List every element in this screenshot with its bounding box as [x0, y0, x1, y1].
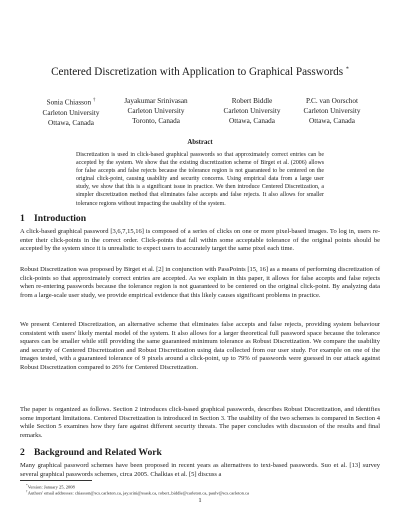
section-number: 1: [20, 213, 25, 224]
footnote-text: Authors' email addresses: chiasson@scs.carleton.ca, jay.srini@ssask.ca, robert_biddle@carleton.ca, paulv@scs.carleton.ca: [27, 490, 250, 496]
author-block: [36, 96, 106, 128]
body-paragraph: Many graphical password schemes have been proposed in recent years as alternatives to text-based passwords. Suo et al. [13] survey several graphical passwords schemes, circa 2005. Chalkias et al. [5] discuss a: [20, 462, 380, 478]
author-name: Jayakumar Srinivasan: [124, 97, 188, 105]
abstract-heading: Abstract: [187, 139, 213, 146]
body-paragraph: We present Centered Discretization, an alternative scheme that eliminates false accepts and false rejects, providing system behaviour consistent with users' likely mental model of the system. It also allows for a larger theoretical full password space because the tolerance squares can be smaller while still providing the same guaranteed minimum tolerance as Robust Discretization. We compare the usability and security of Centered Discretization and Robust Discretization using data collected from our user study. For example on one of the images tested, with a guaranteed tolerance of 9 pixels around a click-point, up to 79% of passwords were guessed in our attack against Robust Discretization compared to 26% for Centered Discretization.: [20, 321, 380, 371]
body-paragraph: The paper is organized as follows. Section 2 introduces click-based graphical passwords, describes Robust Discretization, and identifies some important limitations. Centered Discretization is introduced in Section 3. The usability of the two schemes is compared in Section 4 while Section 5 examines how they fare against different security threats. The paper concludes with discussion of the results and final remarks.: [20, 406, 380, 439]
author-location: Toronto, Canada: [132, 117, 180, 126]
title-footnote-mark: *: [345, 66, 349, 73]
abstract-text: Discretization is used in click-based graphical passwords so that approximately correct entries can be accepted by the system. We show that the existing discretization scheme of Birget et al. (2006) allows for false accepts and false rejects because the tolerance region is not guaranteed to be centered on the original click-point, causing usability and security concerns. Using empirical data from a large user study, we show that this is a significant issue in practice. We then introduce Centered Discretization, a simpler discretization method that eliminates false accepts and false rejects. It also allows for smaller tolerance regions without impacting the usability of the system.: [76, 152, 324, 207]
author-footnote-mark: †: [92, 98, 96, 103]
author-block: [214, 96, 290, 127]
footnote-text: Version: January 25, 2008: [27, 484, 75, 490]
paper-title: [20, 66, 380, 78]
section-title: Introduction: [34, 213, 87, 224]
footnote-rule: [20, 480, 92, 481]
author-affiliation: Carleton University: [42, 108, 100, 117]
author-name: P.C. van Oorschot: [306, 97, 358, 105]
section-title: Background and Related Work: [34, 447, 162, 458]
author-name: Robert Biddle: [231, 97, 273, 105]
author-affiliation: Carleton University: [127, 107, 185, 116]
author-block: [112, 96, 200, 127]
footnote-mark: *: [26, 483, 28, 487]
author-name: Sonia Chiasson †: [46, 98, 96, 107]
author-affiliation: Carleton University: [303, 107, 361, 116]
page-number: 1: [198, 497, 202, 504]
author-block: [292, 96, 372, 127]
author-location: Ottawa, Canada: [48, 118, 94, 127]
body-paragraph: A click-based graphical password [3,6,7,15,16] is composed of a series of clicks on one or more pixel-based images. To log in, users re-enter their click-points in the correct order. Click-points that fall within some acceptable tolerance of the original points should be accepted by the system since it is unrealistic to expect users to accurately target the same pixel each time.: [20, 228, 380, 253]
footnote-mark: †: [26, 489, 28, 493]
section-heading: [20, 213, 86, 224]
author-location: Ottawa, Canada: [309, 117, 355, 126]
author-location: Ottawa, Canada: [229, 117, 275, 126]
title-text: Centered Discretization with Application to Graphical Passwords: [51, 66, 344, 78]
body-paragraph: Robust Discretization was proposed by Birget et al. [2] in conjunction with PassPoints [15, 16] as a means of performing discretization of click-points so that approximately correct entries are accepted. As we explain in this paper, it allows for false accepts and false rejects when re-entering passwords because the tolerance region is not guaranteed to be centered on the original click-point. By analyzing data from a large-scale user study, we provide empirical evidence that this likely causes significant problems in practice.: [20, 266, 380, 299]
section-heading: [20, 447, 162, 458]
footnote: [26, 488, 249, 497]
section-number: 2: [20, 447, 25, 458]
author-affiliation: Carleton University: [223, 107, 281, 116]
